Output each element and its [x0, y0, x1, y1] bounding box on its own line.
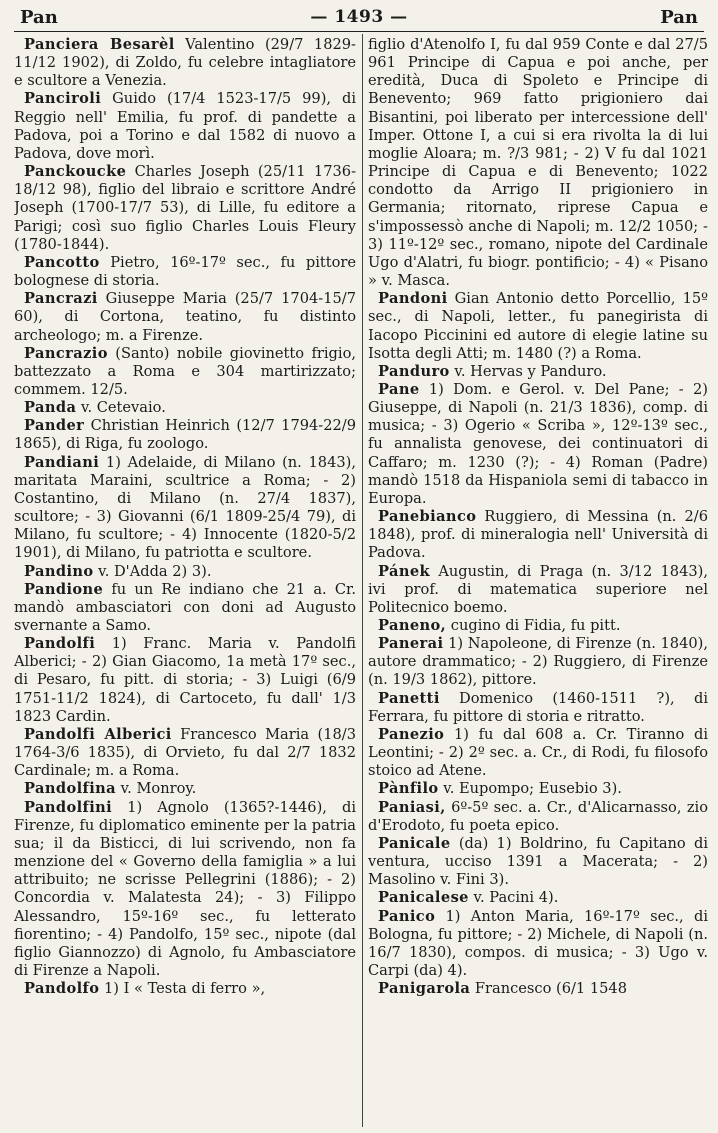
- entry: [368, 635, 708, 689]
- entry: [14, 36, 356, 90]
- right-column: [368, 36, 708, 1133]
- entry-text: Pietro, 16º-17º sec., fu pittore bolognese di storia.: [14, 253, 356, 290]
- entry-headword: Panciroli: [24, 90, 102, 108]
- entry-text: Francesco (6/1 1548: [470, 980, 627, 998]
- left-column: [14, 36, 356, 1133]
- entry: [368, 363, 708, 381]
- entry: [368, 617, 708, 635]
- entry-continuation: [368, 36, 708, 290]
- entry: [368, 690, 708, 726]
- entry-headword: Paniasi,: [378, 798, 446, 816]
- entry-headword: Pander: [24, 417, 85, 435]
- entry: [368, 563, 708, 617]
- entry: [14, 780, 356, 798]
- entry-headword: Pànfilo: [378, 780, 439, 798]
- entry: [368, 508, 708, 562]
- entry: [368, 835, 708, 889]
- entry-text: Ruggiero, di Messina (n. 2/6 1848), prof. di mineralogia nell' Università di Padova.: [368, 508, 708, 562]
- entry-headword: Pancotto: [24, 253, 100, 271]
- entry-headword: Pane: [378, 380, 420, 398]
- entry: [368, 726, 708, 780]
- column-separator: [362, 34, 363, 1127]
- entry-text: v. Cetevaio.: [76, 399, 166, 417]
- entry: [14, 417, 356, 453]
- entry: [368, 290, 708, 363]
- entry: [368, 381, 708, 508]
- entry-text: v. Monroy.: [116, 780, 197, 798]
- entry-text: 1) Anton Maria, 16º-17º sec., di Bologna, fu pittore; - 2) Michele, di Napoli (n. 16/7 1830), compos. di musica; - 3) Ugo v. Carpi (da) 4).: [368, 907, 708, 979]
- entry-headword: Pandolfini: [24, 798, 113, 816]
- header-left: Pan: [20, 6, 58, 28]
- entry-text: Gian Antonio detto Porcellio, 15º sec., di Napoli, letter., fu panegirista di Iacopo Piccinini ed autore di elegie latine su Isotta degli Atti; m. 1480 (?) a Roma.: [368, 290, 708, 362]
- entry-text: Francesco Maria (18/3 1764-3/6 1835), di Orvieto, fu dal 2/7 1832 Cardinale; m. a Roma.: [14, 725, 356, 780]
- entry-headword: Pandiani: [24, 453, 100, 471]
- entry-text: Valentino (29/7 1829-11/12 1902), di Zoldo, fu celebre intagliatore e scultore a Venezia.: [14, 36, 356, 90]
- entry-text: Augustin, di Praga (n. 3/12 1843), ivi prof. di matematica superiore nel Politecnico boemo.: [368, 562, 708, 616]
- entry-text: 1) Franc. Maria v. Pandolfi Alberici; - 2) Gian Giacomo, 1a metà 17º sec., di Pesaro, fu pitt. di storia; - 3) Luigi (6/9 1751-11/2 1824), di Cartoceto, fu dall' 1/3 1823 Cardin.: [14, 635, 356, 725]
- entry-text: v. Eupompo; Eusebio 3).: [438, 780, 622, 798]
- entry: [14, 799, 356, 981]
- entry-text: (da) 1) Boldrino, fu Capitano di ventura, ucciso 1391 a Macerata; - 2) Masolino v. Fini 3).: [368, 834, 708, 889]
- entry-headword: Pánek: [378, 562, 431, 580]
- entry-headword: Panebianco: [378, 508, 477, 526]
- entry-text: 1) Adelaide, di Milano (n. 1843), maritata Maraini, scultrice a Roma; - 2) Costantino, di Milano (n. 27/4 1837), scultore; - 3) Giovanni (6/1 1809-25/4 79), di Milano, fu scultore; - 4) Innocente (1820-5/2 1901), di Milano, fu patriotta e scultore.: [14, 453, 356, 562]
- entry-headword: Panicalese: [378, 889, 469, 907]
- entry-headword: Panciera Besarèl: [24, 36, 175, 53]
- entry: [14, 980, 356, 998]
- header-right: Pan: [660, 6, 698, 28]
- entry-text: Giuseppe Maria (25/7 1704-15/7 60), di Cortona, teatino, fu distinto archeologo; m. a Firenze.: [14, 290, 356, 344]
- entry-headword: Panduro: [378, 362, 450, 380]
- entry-headword: Panigarola: [378, 980, 471, 998]
- entry-text: Domenico (1460-1511 ?), di Ferrara, fu pittore di storia e ritratto.: [368, 689, 708, 725]
- entry: [14, 563, 356, 581]
- entry-headword: Paneno,: [378, 617, 447, 634]
- entry: [14, 399, 356, 417]
- entry-headword: Pancrazi: [24, 290, 98, 308]
- entry: [14, 290, 356, 344]
- entry-text: v. Hervas y Panduro.: [449, 362, 607, 380]
- entry-text: v. D'Adda 2) 3).: [93, 562, 212, 580]
- entry-headword: Panckoucke: [24, 163, 127, 181]
- entry: [368, 799, 708, 835]
- entry-text: Guido (17/4 1523-17/5 99), di Reggio nell' Emilia, fu prof. di pandette a Padova, poi a Torino e dal 1582 di nuovo a Padova, dove morì.: [14, 90, 356, 162]
- entry-text: (Santo) nobile giovinetto frigio, battezzato a Roma e 304 martirizzato; commem. 12/5.: [14, 344, 356, 398]
- entry-text: Christian Heinrich (12/7 1794-22/9 1865), di Riga, fu zoologo.: [14, 417, 356, 453]
- entry-headword: Panda: [24, 399, 77, 417]
- entry-headword: Pandolfi: [24, 635, 96, 653]
- entry-headword: Pancrazio: [24, 344, 108, 362]
- entry: [14, 454, 356, 563]
- entry: [14, 635, 356, 726]
- entry: [14, 254, 356, 290]
- entry-text: 1) Napoleone, di Firenze (n. 1840), autore drammatico; - 2) Ruggiero, di Firenze (n. 19/3 1862), pittore.: [368, 635, 708, 689]
- entry-headword: Pandione: [24, 580, 104, 598]
- entry: [368, 889, 708, 907]
- entry-headword: Panico: [378, 907, 436, 925]
- entry-headword: Pandino: [24, 562, 94, 580]
- entry-headword: Panetti: [378, 689, 440, 707]
- entry: [368, 780, 708, 798]
- entry-text: 1) Agnolo (1365?-1446), di Firenze, fu diplomatico eminente per la patria sua; il da Bisticci, di lui scrivendo, non fa menzione del « Governo della famiglia » a lui attribuito; ne scrisse Pellegrini (1886); - 2) Concordia v. Malatesta 24); - 3) Filippo Alessandro, 15º-16º sec., fu letterato fiorentino; - 4) Pandolfo, 15º sec., nipote (dal figlio Giannozzo) di Agnolo, fu Ambasciatore di Firenze a Napoli.: [14, 798, 356, 979]
- entry-headword: Pandolfo: [24, 980, 100, 998]
- entry: [14, 345, 356, 399]
- entry-text: 1) I « Testa di ferro »,: [99, 980, 266, 998]
- entry-text: 6º-5º sec. a. Cr., d'Alicarnasso, zio d'Erodoto, fu poeta epico.: [368, 798, 708, 834]
- page-number: — 1493 —: [310, 7, 408, 27]
- entry: [368, 908, 708, 981]
- entry: [14, 90, 356, 163]
- entry-headword: Panerai: [378, 635, 444, 653]
- entry-headword: Pandolfi Alberici: [24, 725, 172, 743]
- entry-text: fu un Re indiano che 21 a. Cr. mandò ambasciatori con doni ad Augusto svernante a Samo.: [14, 580, 356, 634]
- entry: [14, 581, 356, 635]
- header-rule: [14, 31, 704, 32]
- entry-text: Charles Joseph (25/11 1736-18/12 98), figlio del libraio e scrittore André Joseph (1700-17/7 53), di Lille, fu editore a Parigi; così suo figlio Charles Louis Fleury (1780-1844).: [14, 163, 356, 253]
- entry-headword: Pandoni: [378, 290, 448, 308]
- entry-text: 1) fu dal 608 a. Cr. Tiranno di Leontini; - 2) 2º sec. a. Cr., di Rodi, fu filosofo stoico ad Atene.: [368, 725, 708, 780]
- page-header: [20, 4, 698, 30]
- entry-text: cugino di Fidia, fu pitt.: [446, 617, 621, 634]
- entry-text: v. Pacini 4).: [468, 889, 559, 907]
- entry-text: figlio d'Atenolfo I, fu dal 959 Conte e dal 27/5 961 Principe di Capua e poi anche, per eredità, Duca di Spoleto e Principe di Benevento; 969 fatto prigioniero dai Bisantini, poi liberato per intercessione dell' Imper. Ottone I, a cui si era rivolta la di lui moglie Aloara; m. ?/3 981; - 2) V fu dal 1021 Principe di Capua e di Benevento; 1022 condotto da Arrigo II prigioniero in Germania; ritornato, riprese Capua e s'impossessò anche di Napoli; m. 12/2 1050; - 3) 11º-12º sec., romano, nipote del Cardinale Ugo d'Alatri, fu biogr. pontificio; - 4) « Pisano » v. Masca.: [368, 36, 708, 290]
- entry: [14, 726, 356, 780]
- entry-text: 1) Dom. e Gerol. v. Del Pane; - 2) Giuseppe, di Napoli (n. 21/3 1836), comp. di musica; - 3) Ogerio « Scriba », 12º-13º sec., fu annalista genovese, dei continuatori di Caffaro; m. 1230 (?); - 4) Roman (Padre) mandò 1518 da Hispaniola semi di tabacco in Europa.: [368, 380, 708, 507]
- entry-headword: Pandolfina: [24, 780, 117, 798]
- entry: [368, 980, 708, 998]
- entry: [14, 163, 356, 254]
- entry-headword: Panezio: [378, 725, 445, 743]
- entry-headword: Panicale: [378, 834, 451, 852]
